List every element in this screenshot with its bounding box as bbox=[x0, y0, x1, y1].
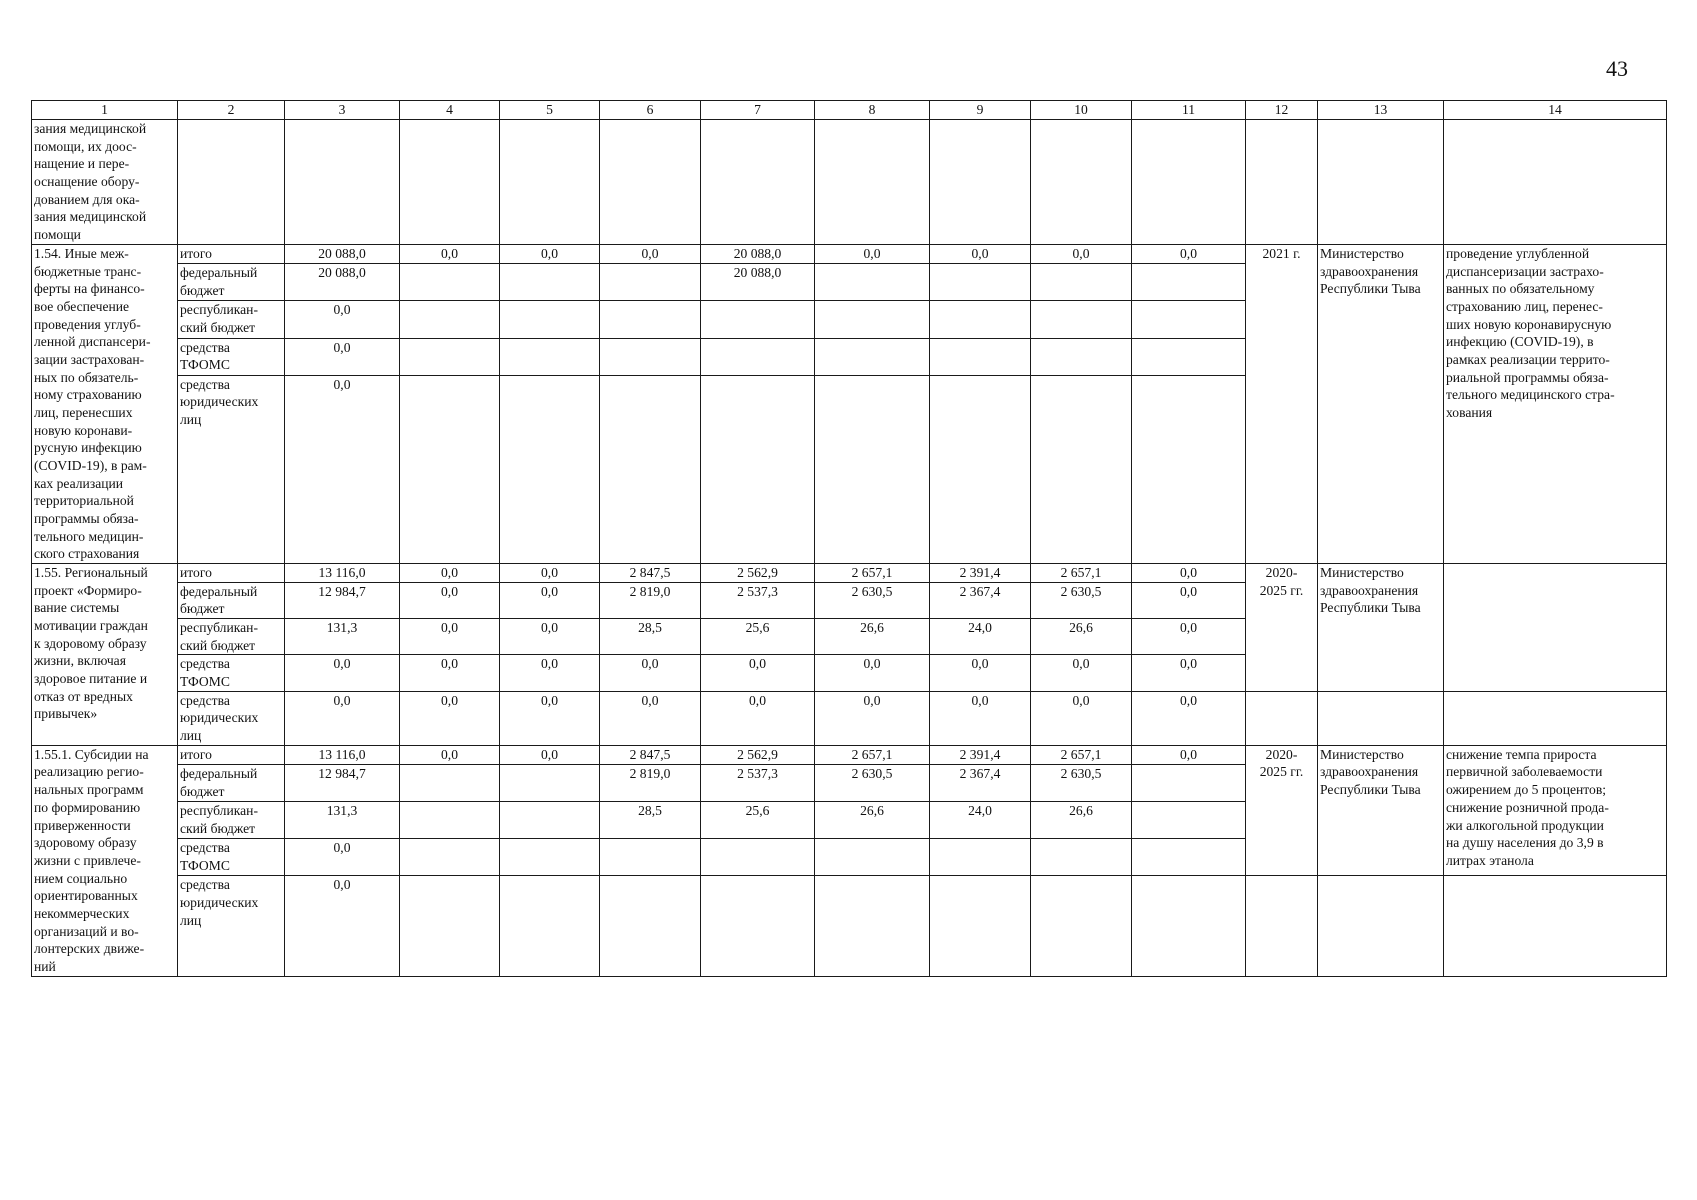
funding-amount: 0,0 bbox=[930, 655, 1031, 691]
funding-amount: 0,0 bbox=[400, 655, 500, 691]
column-number: 6 bbox=[600, 101, 701, 120]
funding-amount: 28,5 bbox=[600, 619, 701, 655]
funding-amount bbox=[400, 375, 500, 563]
funding-amount bbox=[400, 876, 500, 976]
funding-amount bbox=[400, 264, 500, 301]
funding-amount: 0,0 bbox=[400, 582, 500, 618]
funding-amount: 2 562,9 bbox=[701, 745, 815, 764]
funding-amount: 0,0 bbox=[285, 655, 400, 691]
column-number: 11 bbox=[1132, 101, 1246, 120]
funding-amount: 0,0 bbox=[1132, 655, 1246, 691]
funding-amount bbox=[1031, 876, 1132, 976]
funding-amount bbox=[500, 839, 600, 876]
funding-amount: 0,0 bbox=[930, 691, 1031, 745]
column-number: 14 bbox=[1444, 101, 1667, 120]
funding-amount: 2 630,5 bbox=[1031, 582, 1132, 618]
funding-amount bbox=[930, 264, 1031, 301]
funding-amount bbox=[1031, 839, 1132, 876]
funding-amount: 12 984,7 bbox=[285, 582, 400, 618]
table-row bbox=[32, 245, 1667, 264]
funding-amount: 2 367,4 bbox=[930, 582, 1031, 618]
funding-amount: 2 391,4 bbox=[930, 564, 1031, 583]
funding-source: республикан- ский бюджет bbox=[178, 301, 285, 338]
funding-amount bbox=[701, 839, 815, 876]
funding-source: средства юридических лиц bbox=[178, 876, 285, 976]
funding-amount bbox=[1132, 802, 1246, 839]
funding-amount bbox=[600, 375, 701, 563]
funding-amount bbox=[930, 301, 1031, 338]
funding-source: средства ТФОМС bbox=[178, 839, 285, 876]
funding-amount: 0,0 bbox=[400, 564, 500, 583]
funding-amount bbox=[701, 338, 815, 375]
funding-amount: 2 657,1 bbox=[815, 564, 930, 583]
funding-amount: 2 657,1 bbox=[1031, 564, 1132, 583]
column-number: 13 bbox=[1318, 101, 1444, 120]
funding-amount: 25,6 bbox=[701, 802, 815, 839]
funding-amount: 0,0 bbox=[400, 245, 500, 264]
funding-amount: 0,0 bbox=[930, 245, 1031, 264]
funding-amount: 2 657,1 bbox=[815, 745, 930, 764]
funding-source: федеральный бюджет bbox=[178, 264, 285, 301]
funding-amount: 2 630,5 bbox=[1031, 764, 1132, 801]
expected-result: проведение углубленной диспансеризации застрахо- ванных по обязательному страхованию лиц, перенес- ших новую коронавирусную инфекцию (COVID-19), в рамках реализации террито- риальной программы обяза- тельного медицинского стра- хования bbox=[1444, 245, 1667, 564]
funding-amount bbox=[500, 264, 600, 301]
responsible-executor: Министерство здравоохранения Республики Тыва bbox=[1318, 245, 1444, 564]
funding-amount bbox=[1132, 301, 1246, 338]
column-number: 9 bbox=[930, 101, 1031, 120]
funding-amount: 0,0 bbox=[285, 375, 400, 563]
funding-amount: 2 847,5 bbox=[600, 745, 701, 764]
column-number: 5 bbox=[500, 101, 600, 120]
funding-amount: 20 088,0 bbox=[285, 264, 400, 301]
measure-name: 1.55. Региональный проект «Формиро- вание системы мотивации граждан к здоровому образу жизни, включая здоровое питание и отказ от вредных привычек» bbox=[32, 564, 178, 746]
funding-amount: 0,0 bbox=[285, 691, 400, 745]
funding-amount: 0,0 bbox=[1132, 691, 1246, 745]
funding-amount: 0,0 bbox=[400, 745, 500, 764]
funding-source: итого bbox=[178, 745, 285, 764]
implementation-period: 2021 г. bbox=[1246, 245, 1318, 564]
implementation-period: 2020- 2025 гг. bbox=[1246, 564, 1318, 692]
funding-amount: 0,0 bbox=[500, 691, 600, 745]
funding-amount: 25,6 bbox=[701, 619, 815, 655]
funding-amount bbox=[1031, 264, 1132, 301]
measure-name: 1.55.1. Субсидии на реализацию регио- нальных программ по формированию приверженности здоровому образу жизни с привлече- нием социально ориентированных некоммерческих организаций и во- лонтерских движе- ний bbox=[32, 745, 178, 976]
funding-amount: 0,0 bbox=[285, 301, 400, 338]
column-number: 10 bbox=[1031, 101, 1132, 120]
funding-amount bbox=[701, 375, 815, 563]
funding-amount bbox=[500, 764, 600, 801]
funding-amount: 0,0 bbox=[1132, 582, 1246, 618]
funding-amount bbox=[600, 839, 701, 876]
funding-amount bbox=[1132, 375, 1246, 563]
funding-amount bbox=[930, 876, 1031, 976]
funding-amount bbox=[400, 839, 500, 876]
funding-amount: 2 537,3 bbox=[701, 764, 815, 801]
funding-amount: 0,0 bbox=[285, 876, 400, 976]
funding-amount bbox=[1132, 264, 1246, 301]
funding-amount bbox=[930, 338, 1031, 375]
funding-amount: 2 630,5 bbox=[815, 764, 930, 801]
funding-amount: 2 657,1 bbox=[1031, 745, 1132, 764]
funding-amount bbox=[815, 301, 930, 338]
funding-amount: 0,0 bbox=[815, 691, 930, 745]
funding-amount: 26,6 bbox=[1031, 802, 1132, 839]
funding-amount bbox=[930, 839, 1031, 876]
funding-source: итого bbox=[178, 245, 285, 264]
funding-amount bbox=[600, 338, 701, 375]
program-table bbox=[31, 100, 1667, 977]
funding-source: средства юридических лиц bbox=[178, 691, 285, 745]
funding-amount bbox=[930, 375, 1031, 563]
funding-source: республикан- ский бюджет bbox=[178, 619, 285, 655]
funding-amount: 0,0 bbox=[500, 582, 600, 618]
funding-amount bbox=[400, 301, 500, 338]
measure-name: 1.54. Иные меж- бюджетные транс- ферты на финансо- вое обеспечение проведения углуб- ленной диспансери- зации застрахован- ных по обязатель- ному страхованию лиц, перенесших новую коронави- русную инфекцию (COVID-19), в рам- ках реализации территориальной программы обяза- тельного медицин- ского страхования bbox=[32, 245, 178, 564]
funding-source: средства ТФОМС bbox=[178, 655, 285, 691]
table-row bbox=[32, 564, 1667, 583]
funding-amount: 26,6 bbox=[815, 802, 930, 839]
responsible-executor: Министерство здравоохранения Республики Тыва bbox=[1318, 745, 1444, 876]
column-number: 2 bbox=[178, 101, 285, 120]
funding-amount: 12 984,7 bbox=[285, 764, 400, 801]
measure-name: зания медицинской помощи, их доос- нащение и пере- оснащение обору- дованием для ока- зания медицинской помощи bbox=[32, 120, 178, 245]
funding-amount bbox=[815, 876, 930, 976]
funding-source: средства юридических лиц bbox=[178, 375, 285, 563]
funding-source: федеральный бюджет bbox=[178, 582, 285, 618]
funding-amount: 0,0 bbox=[1031, 655, 1132, 691]
funding-amount: 20 088,0 bbox=[701, 264, 815, 301]
funding-amount: 0,0 bbox=[500, 245, 600, 264]
funding-amount: 0,0 bbox=[400, 691, 500, 745]
funding-amount bbox=[600, 876, 701, 976]
expected-result: снижение темпа прироста первичной заболеваемости ожирением до 5 процентов; снижение розничной прода- жи алкогольной продукции на душу населения до 3,9 в литрах этанола bbox=[1444, 745, 1667, 876]
column-number: 7 bbox=[701, 101, 815, 120]
funding-amount bbox=[500, 876, 600, 976]
column-number: 4 bbox=[400, 101, 500, 120]
funding-amount: 0,0 bbox=[1132, 564, 1246, 583]
funding-amount: 0,0 bbox=[600, 655, 701, 691]
funding-amount bbox=[400, 338, 500, 375]
funding-amount: 2 562,9 bbox=[701, 564, 815, 583]
funding-amount bbox=[500, 375, 600, 563]
column-number: 1 bbox=[32, 101, 178, 120]
funding-amount: 0,0 bbox=[1132, 619, 1246, 655]
funding-amount bbox=[1132, 876, 1246, 976]
table-row bbox=[32, 745, 1667, 764]
funding-amount bbox=[701, 301, 815, 338]
funding-amount: 28,5 bbox=[600, 802, 701, 839]
funding-amount: 0,0 bbox=[815, 655, 930, 691]
funding-amount: 0,0 bbox=[1132, 745, 1246, 764]
funding-amount: 0,0 bbox=[815, 245, 930, 264]
funding-amount: 26,6 bbox=[815, 619, 930, 655]
funding-amount: 2 367,4 bbox=[930, 764, 1031, 801]
funding-amount bbox=[1031, 301, 1132, 338]
column-number: 3 bbox=[285, 101, 400, 120]
column-number: 8 bbox=[815, 101, 930, 120]
funding-amount: 131,3 bbox=[285, 802, 400, 839]
table-row bbox=[32, 691, 1667, 745]
funding-amount bbox=[500, 802, 600, 839]
column-number: 12 bbox=[1246, 101, 1318, 120]
implementation-period: 2020- 2025 гг. bbox=[1246, 745, 1318, 876]
funding-amount bbox=[400, 764, 500, 801]
funding-amount bbox=[1031, 338, 1132, 375]
funding-amount bbox=[815, 839, 930, 876]
funding-amount: 0,0 bbox=[600, 691, 701, 745]
funding-amount bbox=[1132, 839, 1246, 876]
funding-amount bbox=[500, 301, 600, 338]
funding-amount: 0,0 bbox=[285, 839, 400, 876]
funding-amount bbox=[1031, 375, 1132, 563]
funding-amount bbox=[500, 338, 600, 375]
funding-source: федеральный бюджет bbox=[178, 764, 285, 801]
funding-amount: 13 116,0 bbox=[285, 745, 400, 764]
funding-amount: 20 088,0 bbox=[285, 245, 400, 264]
funding-amount: 131,3 bbox=[285, 619, 400, 655]
funding-amount: 26,6 bbox=[1031, 619, 1132, 655]
funding-amount: 2 847,5 bbox=[600, 564, 701, 583]
funding-amount: 0,0 bbox=[1132, 245, 1246, 264]
column-number-row bbox=[32, 101, 1667, 120]
funding-amount: 0,0 bbox=[500, 745, 600, 764]
funding-amount bbox=[815, 338, 930, 375]
funding-amount: 0,0 bbox=[1031, 691, 1132, 745]
funding-amount: 24,0 bbox=[930, 802, 1031, 839]
funding-amount: 0,0 bbox=[400, 619, 500, 655]
funding-amount bbox=[1132, 338, 1246, 375]
continuation-row bbox=[32, 120, 1667, 245]
funding-amount: 2 630,5 bbox=[815, 582, 930, 618]
funding-source: итого bbox=[178, 564, 285, 583]
funding-amount bbox=[600, 301, 701, 338]
funding-amount: 0,0 bbox=[500, 564, 600, 583]
funding-amount bbox=[701, 876, 815, 976]
page-number: 43 bbox=[1606, 56, 1628, 81]
funding-amount: 2 537,3 bbox=[701, 582, 815, 618]
funding-amount: 0,0 bbox=[1031, 245, 1132, 264]
responsible-executor: Министерство здравоохранения Республики Тыва bbox=[1318, 564, 1444, 692]
funding-amount: 2 819,0 bbox=[600, 582, 701, 618]
funding-amount: 13 116,0 bbox=[285, 564, 400, 583]
funding-amount bbox=[815, 264, 930, 301]
funding-amount: 0,0 bbox=[500, 619, 600, 655]
funding-amount bbox=[815, 375, 930, 563]
funding-source: республикан- ский бюджет bbox=[178, 802, 285, 839]
table-row bbox=[32, 876, 1667, 976]
funding-amount: 0,0 bbox=[500, 655, 600, 691]
funding-amount: 0,0 bbox=[701, 655, 815, 691]
expected-result bbox=[1444, 564, 1667, 692]
funding-amount bbox=[600, 264, 701, 301]
funding-amount: 0,0 bbox=[701, 691, 815, 745]
funding-amount: 0,0 bbox=[600, 245, 701, 264]
funding-amount: 0,0 bbox=[285, 338, 400, 375]
funding-amount bbox=[400, 802, 500, 839]
funding-source: средства ТФОМС bbox=[178, 338, 285, 375]
funding-amount: 24,0 bbox=[930, 619, 1031, 655]
funding-amount bbox=[1132, 764, 1246, 801]
funding-amount: 2 391,4 bbox=[930, 745, 1031, 764]
funding-amount: 20 088,0 bbox=[701, 245, 815, 264]
funding-amount: 2 819,0 bbox=[600, 764, 701, 801]
